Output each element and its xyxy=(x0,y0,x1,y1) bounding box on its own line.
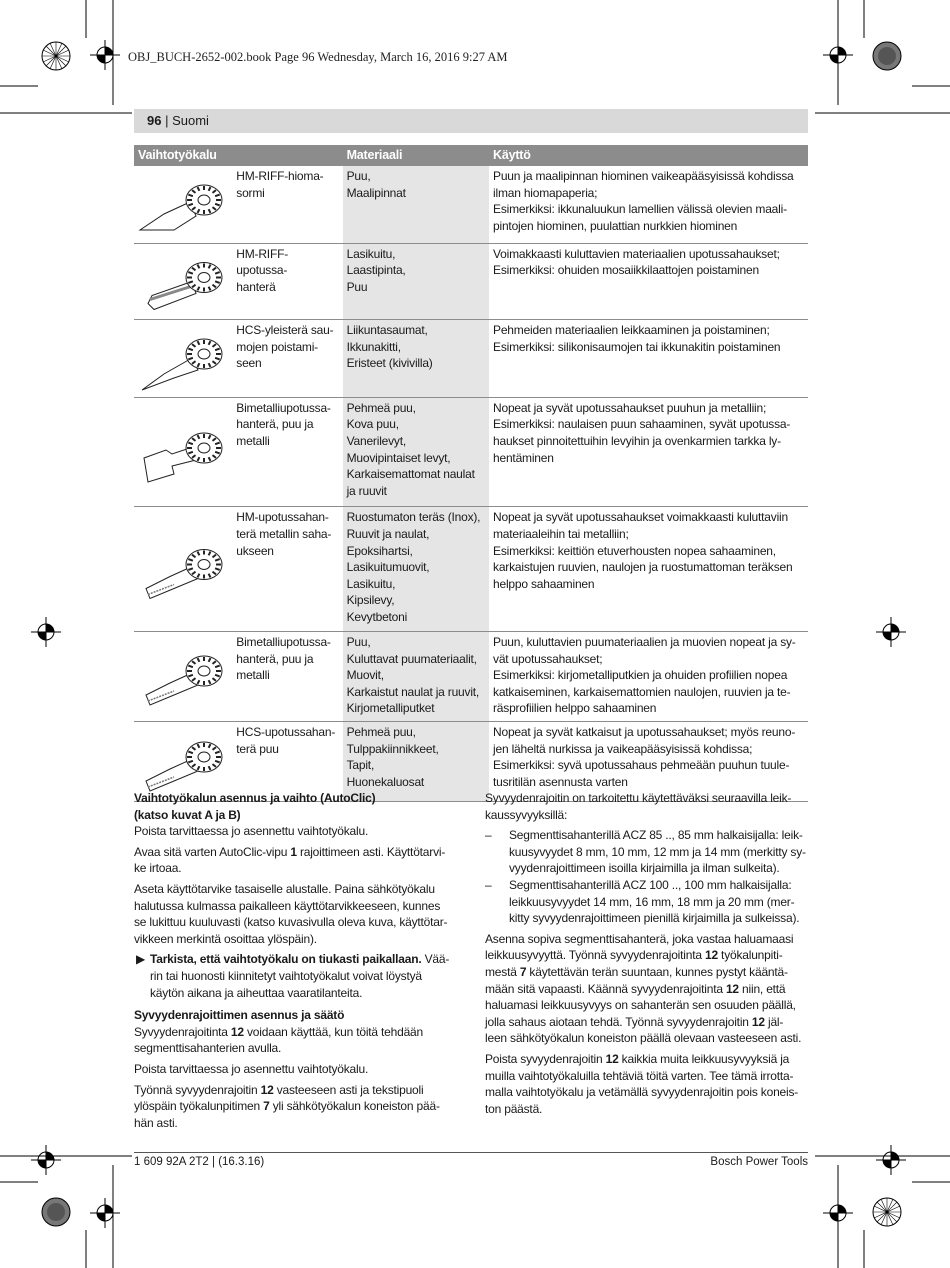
crosshair-registration-icon xyxy=(823,40,853,70)
tool-materials: Puu, Kuluttavat puumateriaalit, Muovit, Karkaistut naulat ja ruuvit, Kirjometalliputket xyxy=(343,631,489,721)
crosshair-registration-icon xyxy=(823,1198,853,1228)
table-row xyxy=(134,166,808,243)
left-column xyxy=(134,790,464,1135)
print-slug: OBJ_BUCH-2652-002.book Page 96 Wednesday, March 16, 2016 9:27 AM xyxy=(128,50,508,64)
tool-name: Bimetalliupotussa- hanterä, puu ja metalli xyxy=(232,631,342,721)
page-language: Suomi xyxy=(172,113,209,128)
bimetal-plunge-blade-icon xyxy=(134,632,232,719)
hcs-universal-joint-blade-icon xyxy=(134,320,232,397)
tool-usage: Puun ja maalipinnan hiominen vaikeapääsyisissä kohdissa ilman hiomapaperia; Esimerkiksi: ikkunaluukun lamellien välissä olevien maali- pintojen hiominen, puulattian nurkkien hiominen xyxy=(489,166,808,243)
table-row xyxy=(134,320,808,398)
page-header-bar xyxy=(134,109,808,133)
crosshair-registration-icon xyxy=(31,1145,61,1175)
tool-materials: Ruostumaton teräs (Inox), Ruuvit ja naulat, Epoksihartsi, Lasikuitumuovit, Lasikuitu, Kipsilevy, Kevytbetoni xyxy=(343,507,489,632)
page-header xyxy=(147,113,209,128)
depth-list xyxy=(485,827,815,927)
header-separator: | xyxy=(161,113,173,128)
tool-name: HCS-yleisterä sau- mojen poistami- seen xyxy=(232,320,342,398)
tool-usage: Nopeat ja syvät upotussahaukset voimakkaasti kuluttaviin materiaaleihin tai metalliin; Esimerkiksi: keittiön etuverhousten nopea sahaaminen, karkaistujen ruuvien, naulojen ja ruostumattoman teräksen helppo sahaaminen xyxy=(489,507,808,632)
paragraph: Työnnä syvyydenrajoitin 12 vasteeseen asti ja tekstipuoli ylöspäin työkalunpitimen 7 yli sähkötyökalun koneiston pää- hän asti. xyxy=(134,1082,440,1130)
tool-materials: Liikuntasaumat, Ikkunakitti, Eristeet (kivivilla) xyxy=(343,320,489,398)
blade-image-cell xyxy=(134,507,232,632)
blade-image-cell xyxy=(134,397,232,507)
tool-materials: Lasikuitu, Laastipinta, Puu xyxy=(343,243,489,320)
column-header-tool: Vaihtotyökalu xyxy=(134,145,343,166)
paragraph: Poista tarvittaessa jo asennettu vaihtotyökalu. xyxy=(134,1061,369,1076)
section-heading-depth-stop: Syvyydenrajoittimen asennus ja säätö xyxy=(134,1008,345,1023)
crosshair-registration-icon xyxy=(31,617,61,647)
tool-table xyxy=(134,145,808,802)
paragraph: Asenna sopiva segmenttisahanterä, joka vastaa haluamaasi leikkuusyvyyttä. Työnnä syvyydenrajoitinta 12 työkalunpiti- mestä 7 käytettävän terän suuntaan, kunnes pystyt kääntä- mään sitä vapaasti. Käännä syvyydenrajoitinta 12 niin, että haluamasi leikkuusyvyys on sahanterän sen osuuden päällä, jolla sahaus aiotaan tehdä. Työnnä syvyydenrajoitin 12 jäl- leen sähkötyökalun koneiston päällä olevaan vasteeseen asti. xyxy=(485,931,802,1046)
paragraph: Poista tarvittaessa jo asennettu vaihtotyökalu. xyxy=(134,824,369,839)
paragraph: Aseta käyttötarvike tasaiselle alustalle. Paina sähkötyökalu halutussa kulmassa paikalleen käyttötarvikkeeseen, kunnes se lukittuu kuuluvasti (katso kuvasivulla oleva kuva, käyttötar- vikkeen merkintä osoittaa ylöspäin). xyxy=(134,881,448,946)
blade-image-cell xyxy=(134,631,232,721)
tool-materials: Pehmeä puu, Kova puu, Vanerilevyt, Muovipintaiset levyt, Karkaisemattomat naulat ja ruuvit xyxy=(343,397,489,507)
list-item: – Segmenttisahanterillä ACZ 100 .., 100 mm halkaisijalla: leikkuusyvyydet 14 mm, 16 mm, 18 mm ja 20 mm (mer- kitty syvyydenrajoittimeen pienillä kirjaimilla ja sulkeissa). xyxy=(485,877,800,926)
hm-riff-sanding-finger-icon xyxy=(134,166,232,243)
page-number: 96 xyxy=(147,113,162,128)
tool-name: HM-RIFF-hioma- sormi xyxy=(232,166,342,243)
list-dash: – xyxy=(485,828,492,843)
hm-riff-plunge-blade-icon xyxy=(134,244,232,320)
footer-brand: Bosch Power Tools xyxy=(710,1156,808,1168)
table-row xyxy=(134,507,808,632)
list-dash: – xyxy=(485,877,492,892)
table-row xyxy=(134,397,808,507)
tool-name: HM-upotussahan- terä metallin saha- ukseen xyxy=(232,507,342,632)
crosshair-registration-icon xyxy=(90,1198,120,1228)
column-header-use: Käyttö xyxy=(489,145,808,166)
warning-arrow-icon: ▶ xyxy=(136,952,146,967)
tool-usage: Puun, kuluttavien puumateriaalien ja muovien nopeat ja sy- vät upotussahaukset; Esimerkiksi: kirjometalliputkien ja ohuiden profiilien nopea katkaiseminen, karkaisemattomien naulojen, ruuvien ja te- räsprofiilien helppo sahaaminen xyxy=(489,631,808,721)
hm-plunge-blade-metal-icon xyxy=(134,507,232,631)
bimetal-wide-plunge-blade-icon xyxy=(134,398,232,507)
paragraph: Syvyydenrajoitinta 12 voidaan käyttää, kun töitä tehdään segmenttisahanterien avulla. xyxy=(134,1024,424,1056)
table-header-row xyxy=(134,145,808,166)
blade-image-cell xyxy=(134,243,232,320)
blade-image-cell xyxy=(134,166,232,243)
tool-name: HM-RIFF-upotussa- hanterä xyxy=(232,243,342,320)
footer-doc-number: 1 609 92A 2T2 | (16.3.16) xyxy=(134,1156,265,1168)
paragraph: Avaa sitä varten AutoClic-vipu 1 rajoittimeen asti. Käyttötarvi- ke irtoaa. xyxy=(134,844,446,876)
tool-usage: Nopeat ja syvät upotussahaukset puuhun ja metalliin; Esimerkiksi: naulaisen puun sahaaminen, syvät upotussa- haukset pinnoitettuihin levyihin ja ovenkarmien tarkka ly- hentäminen xyxy=(489,397,808,507)
tool-usage: Pehmeiden materiaalien leikkaaminen ja poistaminen; Esimerkiksi: silikonisaumojen tai ikkunakitin poistaminen xyxy=(489,320,808,398)
tool-usage: Nopeat ja syvät katkaisut ja upotussahaukset; myös reuno- jen läheltä nurkissa ja vaikeapääsyisissä kohdissa; Esimerkiksi: syvä upotussahaus pehmeään puuhun tuule- tusritilän asennusta varten xyxy=(489,721,808,801)
hcs-plunge-blade-wood-icon xyxy=(134,722,232,801)
column-header-material: Materiaali xyxy=(343,145,489,166)
blade-image-cell xyxy=(134,320,232,398)
table-row xyxy=(134,631,808,721)
tool-materials: Puu, Maalipinnat xyxy=(343,166,489,243)
paragraph: Syvyydenrajoitin on tarkoitettu käytettäväksi seuraavilla leik- kaussyvyyksillä: xyxy=(485,791,792,822)
section-heading-autoclic: Vaihtotyökalun asennus ja vaihto (AutoClic) (katso kuvat A ja B) xyxy=(134,791,376,822)
table-row xyxy=(134,243,808,320)
gray-dot-registration-icon xyxy=(872,41,902,71)
crosshair-registration-icon xyxy=(876,617,906,647)
tool-name: HCS-upotussahan- terä puu xyxy=(232,721,342,801)
tool-materials: Pehmeä puu, Tulppakiinnikkeet, Tapit, Huonekaluosat xyxy=(343,721,489,801)
tool-name: Bimetalliupotussa- hanterä, puu ja metalli xyxy=(232,397,342,507)
tool-usage: Voimakkaasti kuluttavien materiaalien upotussahaukset; Esimerkiksi: ohuiden mosaiikkilaattojen poistaminen xyxy=(489,243,808,320)
starburst-registration-icon xyxy=(872,1197,902,1227)
starburst-registration-icon xyxy=(41,41,71,71)
safety-warning: ▶ Tarkista, että vaihtotyökalu on tiukasti paikallaan. Vää- rin tai huonosti kiinnitetyt vaihtotyökalut voivat löystyä käytön aikana ja aiheuttaa vaaratilanteita. xyxy=(136,952,450,1000)
list-item: – Segmenttisahanterillä ACZ 85 .., 85 mm halkaisijalla: leik- kuusyvyydet 8 mm, 10 mm, 12 mm ja 14 mm (merkitty sy- vyydenrajoittimeen isoilla kirjaimilla ja ilman sulkeita). xyxy=(485,828,806,876)
right-column xyxy=(485,790,815,1121)
paragraph: Poista syvyydenrajoitin 12 kaikkia muita leikkuusyvyyksiä ja muilla vaihtotyökaluilla tehtäviä töitä varten. Tee tämä irrotta- malla vaihtotyökalu ja vetämällä syvyydenrajoitin pois koneis- ton päästä. xyxy=(485,1051,799,1116)
page-footer xyxy=(134,1152,808,1168)
crosshair-registration-icon xyxy=(876,1145,906,1175)
crosshair-registration-icon xyxy=(90,40,120,70)
gray-dot-registration-icon xyxy=(41,1197,71,1227)
